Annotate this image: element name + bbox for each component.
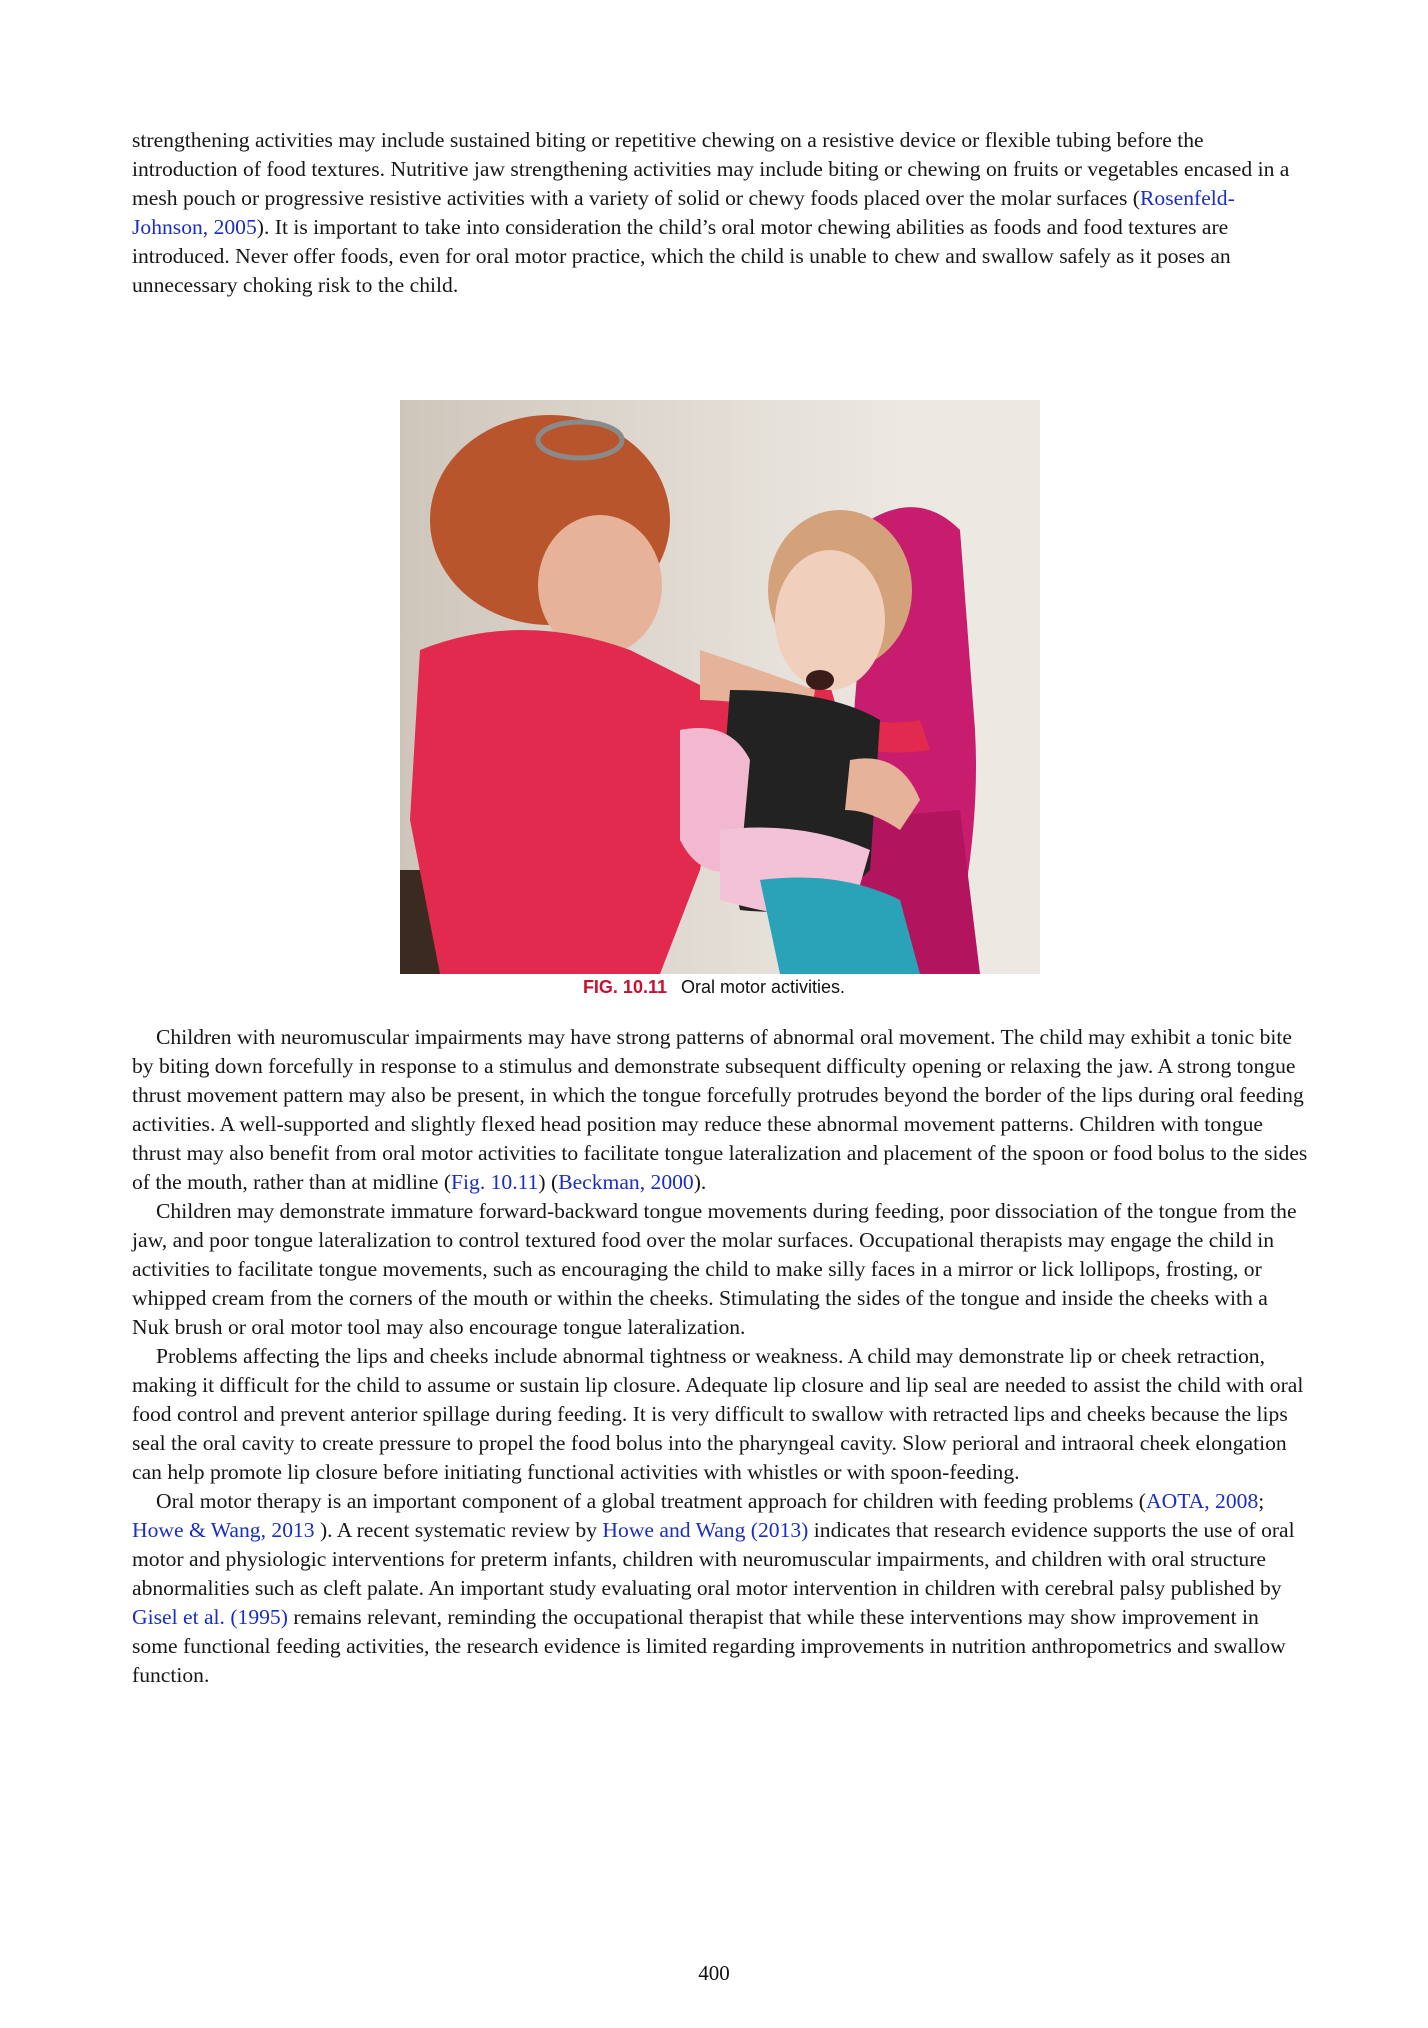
citation-link-gisel[interactable]: Gisel et al. (1995) [132, 1605, 288, 1629]
figure-label: FIG. 10.11 [582, 977, 667, 997]
paragraph-text: indicates that research evidence supports the use of oral motor and physiologic interventions for preterm infants, children with neuromuscular impairments, and children with oral structure abnormalities such as cleft palate. An important study evaluating oral motor intervention in children with cerebral palsy published by [132, 1518, 1295, 1600]
paragraph-text: ) ( [538, 1170, 559, 1194]
paragraph-tongue-movements [132, 1197, 1308, 1342]
paragraph-text: ). [693, 1170, 707, 1194]
paragraph-text: remains relevant, reminding the occupational therapist that while these interventions may show improvement in some functional feeding activities, the research evidence is limited regarding improvements in nutrition anthropometrics and swallow function. [132, 1605, 1286, 1687]
page-number: 400 [698, 1961, 730, 1985]
paragraph-text: ). A recent systematic review by [314, 1518, 603, 1542]
figure-reference-link[interactable]: Fig. 10.11 [451, 1170, 539, 1194]
intro-text-end: ). It is important to take into consideration the child’s oral motor chewing abilities as foods and food textures are introduced. Never offer foods, even for oral motor practice, which the child is unable to chew and swallow safely as it poses an unnecessary choking risk to the child. [132, 215, 1231, 297]
citation-link-howe-and-wang[interactable]: Howe and Wang (2013) [602, 1518, 809, 1542]
paragraph-text: ; [1258, 1489, 1265, 1513]
paragraph-tongue-thrust [132, 1023, 1308, 1197]
child-mouth [806, 670, 834, 690]
paragraph-lips-cheeks [132, 1342, 1308, 1487]
citation-link-beckman[interactable]: Beckman, 2000 [558, 1170, 694, 1194]
figure-caption-text: Oral motor activities. [681, 977, 846, 997]
citation-link-aota[interactable]: AOTA, 2008 [1146, 1489, 1259, 1513]
paragraph-text: Oral motor therapy is an important component of a global treatment approach for children with feeding problems ( [156, 1489, 1147, 1513]
intro-text: strengthening activities may include sustained biting or repetitive chewing on a resistive device or flexible tubing before the introduction of food textures. Nutritive jaw strengthening activities may include biting or chewing on fruits or vegetables encased in a mesh pouch or progressive resistive activities with a variety of solid or chewy foods placed over the molar surfaces ( [132, 128, 1290, 210]
figure-photo [400, 400, 1040, 974]
citation-link-howe-wang[interactable]: Howe & Wang, 2013 [132, 1518, 315, 1542]
paragraph-text: Children with neuromuscular impairments may have strong patterns of abnormal oral movement. The child may exhibit a tonic bite by biting down forcefully in response to a stimulus and demonstrate subsequent difficulty opening or relaxing the jaw. A strong tongue thrust movement pattern may also be present, in which the tongue forcefully protrudes beyond the border of the lips during oral feeding activities. A well-supported and slightly flexed head position may reduce these abnormal movement patterns. Children with tongue thrust may also benefit from oral motor activities to facilitate tongue lateralization and placement of the spoon or food bolus to the sides of the mouth, rather than at midline ( [132, 1025, 1308, 1194]
body-text [132, 1023, 1308, 1690]
feeding-photo-illustration [400, 400, 1040, 974]
intro-paragraph [132, 126, 1308, 300]
child-face [775, 550, 885, 690]
paragraph-oral-motor-therapy [132, 1487, 1308, 1690]
paragraph-text: Children may demonstrate immature forward-backward tongue movements during feeding, poor dissociation of the tongue from the jaw, and poor tongue lateralization to control textured food over the molar surfaces. Occupational therapists may engage the child in activities to facilitate tongue movements, such as encouraging the child to make silly faces in a mirror or lick lollipops, frosting, or whipped cream from the corners of the mouth or within the cheeks. Stimulating the sides of the tongue and inside the cheeks with a Nuk brush or oral motor tool may also encourage tongue lateralization. [132, 1199, 1297, 1339]
figure-caption [0, 976, 1428, 998]
citation-link-rosenfeld-johnson[interactable]: Rosenfeld-Johnson, 2005 [132, 186, 1235, 239]
paragraph-text: Problems affecting the lips and cheeks include abnormal tightness or weakness. A child may demonstrate lip or cheek retraction, making it difficult for the child to assume or sustain lip closure. Adequate lip closure and lip seal are needed to assist the child with oral food control and prevent anterior spillage during feeding. It is very difficult to swallow with retracted lips and cheeks because the lips seal the oral cavity to create pressure to propel the food bolus into the pharyngeal cavity. Slow perioral and intraoral cheek elongation can help promote lip closure before initiating functional activities with whistles or with spoon-feeding. [132, 1344, 1304, 1484]
